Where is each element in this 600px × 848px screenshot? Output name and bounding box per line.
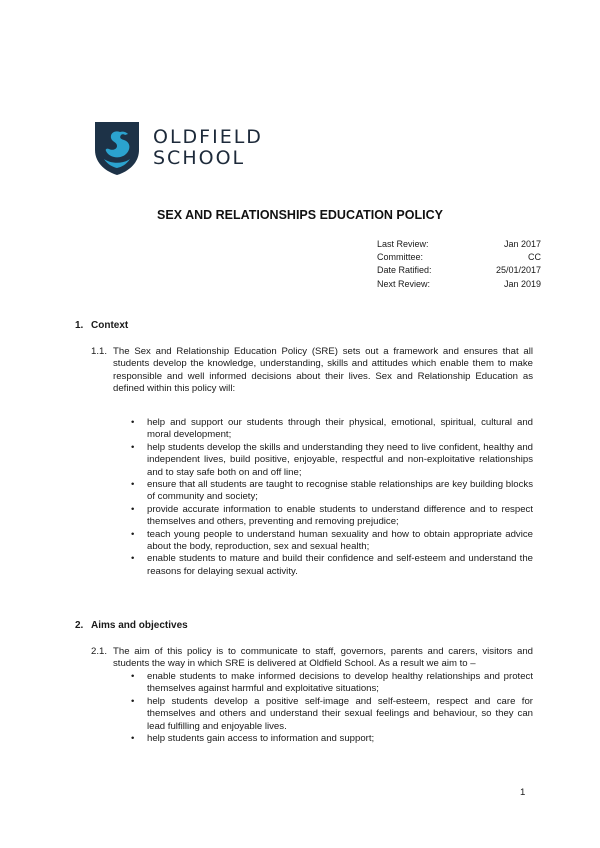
- list-item: • help students gain access to information and support;: [131, 733, 375, 745]
- meta-row: [377, 278, 541, 291]
- meta-value: Jan 2019: [503, 278, 541, 289]
- bullet-icon: •: [131, 528, 135, 540]
- section-heading-context: [75, 320, 128, 331]
- page-title: SEX AND RELATIONSHIPS EDUCATION POLICY: [157, 208, 443, 222]
- meta-value: 25/01/2017: [495, 265, 541, 276]
- logo-line-2: SCHOOL: [153, 147, 246, 169]
- logo-line-1: OLDFIELD: [153, 126, 263, 148]
- paragraph-number: 1.1.: [91, 346, 108, 357]
- meta-label: Last Review:: [377, 239, 429, 249]
- bullet-icon: •: [131, 441, 135, 453]
- bullet-icon: •: [131, 553, 135, 565]
- meta-label: Date Ratified:: [377, 265, 432, 276]
- list-item: • teach young people to understand human sexuality and how to obtain appropriate advice about the body, reproduction, sex and sexual health;: [131, 528, 533, 553]
- list-item: • ensure that all students are taught to recognise stable relationships are key building blocks of community and society;: [131, 479, 533, 503]
- bullet-icon: •: [131, 479, 135, 491]
- swan-shield-icon: [93, 120, 141, 176]
- bullet-icon: •: [131, 417, 135, 428]
- section-number: 2.: [75, 620, 84, 631]
- review-meta-table: [377, 238, 541, 291]
- meta-row: [377, 238, 541, 251]
- list-item: • help students develop the skills and understanding they need to live confident, healthy and independent lives, build positive, enjoyable, respectful and non-exploitative relationships and to stay safe both on and off line;: [131, 441, 533, 478]
- section-title: Aims and objectives: [91, 620, 188, 631]
- list-item: • help and support our students through their physical, emotional, spiritual, cultural and moral development;: [131, 417, 533, 441]
- section-number: 1.: [75, 320, 84, 331]
- bullet-icon: •: [131, 733, 135, 745]
- meta-value: CC: [528, 252, 541, 263]
- list-item: • enable students to make informed decisions to develop healthy relationships and protect themselves against harmful and exploitative situations;: [131, 671, 533, 695]
- meta-row: [377, 251, 541, 264]
- meta-row: [377, 264, 541, 277]
- aims-bullet-list: [130, 671, 533, 745]
- page-number: 1: [520, 787, 526, 798]
- meta-value: Jan 2017: [503, 239, 541, 249]
- paragraph-number: 2.1.: [91, 646, 108, 657]
- list-item: • help students develop a positive self-image and self-esteem, respect and care for themselves and others and understand their sexual feelings and behaviour, so they can lead fulfilling and enjoyable lives.: [131, 695, 533, 732]
- school-logo: [93, 120, 263, 176]
- bullet-icon: •: [131, 695, 135, 707]
- context-bullet-list: [130, 417, 533, 578]
- list-item: • provide accurate information to enable students to understand difference and to respect themselves and others, preventing and removing prejudice;: [131, 503, 533, 528]
- meta-label: Committee:: [377, 252, 424, 263]
- meta-label: Next Review:: [377, 278, 431, 289]
- list-item: • enable students to mature and build their confidence and self-esteem and understand the reasons for delaying sexual activity.: [131, 553, 533, 577]
- paragraph-2-1: [91, 646, 533, 671]
- bullet-icon: •: [131, 503, 135, 515]
- section-heading-aims: [75, 620, 188, 631]
- paragraph-text: The Sex and Relationship Education Policy (SRE) sets out a framework and ensures that all students develop the knowledge, understanding, skills and attitudes which enable them to make responsible and well informed decisions about their lives. Sex and Relationship Education as defined within this policy will:: [113, 346, 533, 395]
- section-title: Context: [91, 320, 129, 331]
- paragraph-1-1: [91, 346, 533, 396]
- bullet-icon: •: [131, 671, 135, 682]
- paragraph-text: The aim of this policy is to communicate to staff, governors, parents and carers, visitors and students the way in which SRE is delivered at Oldfield School. As a result we aim to –: [113, 646, 533, 670]
